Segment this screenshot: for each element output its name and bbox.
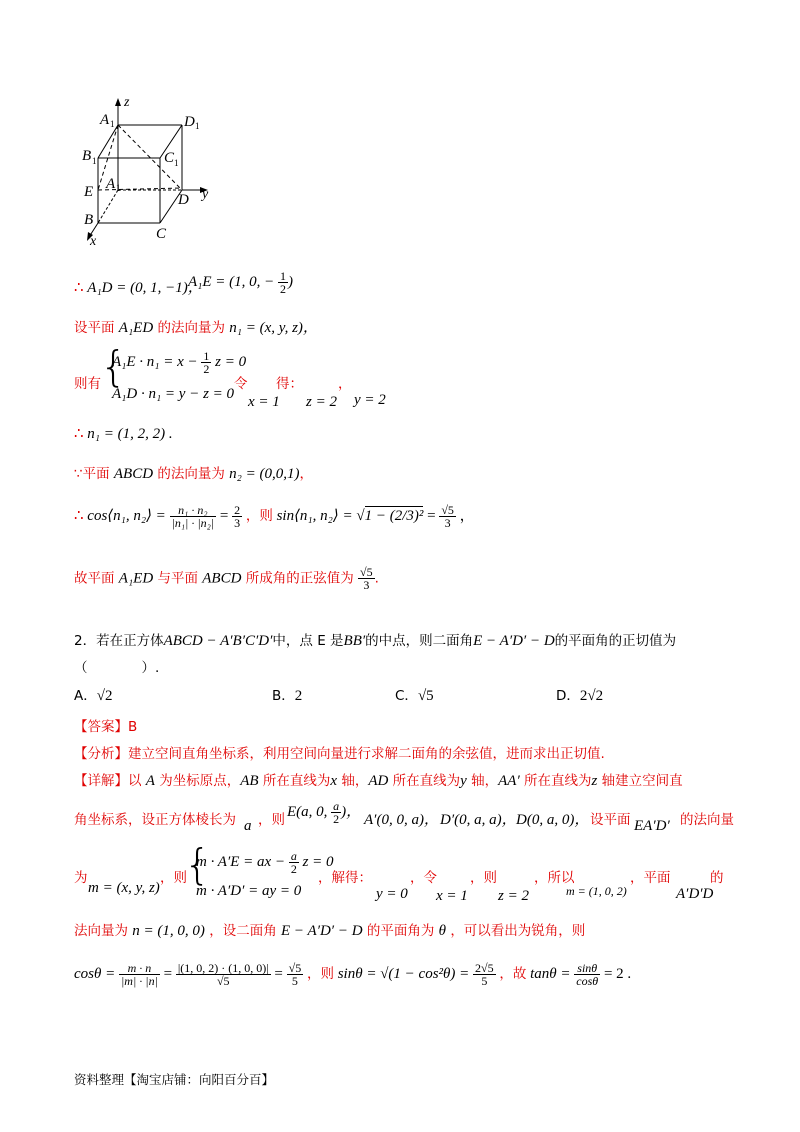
close: )， xyxy=(341,804,362,820)
point-d-prime: D′(0, a, a)， xyxy=(440,812,517,828)
therefore-symbol: ∴ xyxy=(74,280,84,296)
detail-line-2 xyxy=(74,808,236,828)
z-two: z = 2 xyxy=(498,888,529,904)
q2-stem xyxy=(74,629,676,650)
frac-num: √5 xyxy=(360,565,373,579)
sub: 1 xyxy=(174,158,179,168)
vector-m: m = (x, y, z) xyxy=(88,880,160,896)
normal-text: 的法向量 xyxy=(680,812,734,828)
label-d: D xyxy=(178,192,189,208)
vector-n1: n₁ = (x, y, z)， xyxy=(229,320,318,336)
plane-ead: EA′D′ xyxy=(634,818,670,834)
plane-add: A′D′D xyxy=(676,886,714,902)
sub: 1 xyxy=(110,119,115,129)
period: . xyxy=(374,570,379,587)
dihedral-angle: E − A′D′ − D xyxy=(473,633,555,649)
frac-num: 1 xyxy=(280,269,287,283)
frac-den: 5 xyxy=(291,974,298,989)
frac-den: 2 xyxy=(280,282,287,296)
option-a[interactable] xyxy=(74,684,112,705)
m-result: m = (1, 0, 2) xyxy=(566,884,627,898)
option-value: √2 xyxy=(96,688,113,704)
frac-num: sinθ xyxy=(574,962,600,975)
cos-theta: cosθ = xyxy=(74,966,119,982)
frac-num: a xyxy=(290,849,297,863)
option-label: D． xyxy=(556,688,580,704)
sin-value xyxy=(439,504,456,529)
frac-den: 2 xyxy=(333,812,340,827)
frac-den: 3 xyxy=(363,578,370,592)
option-value: √5 xyxy=(417,688,434,704)
label-x: x xyxy=(90,234,97,249)
sqrt-expr: 1 − (2/3)² xyxy=(364,508,424,524)
sin-value xyxy=(473,962,496,987)
frac-den: 5 xyxy=(481,974,488,989)
line-aa: AA′ xyxy=(498,773,520,789)
option-value: 2√2 xyxy=(579,688,604,704)
dihedral-angle: E − A′D′ − D xyxy=(281,923,363,939)
then-text-3: ，则 xyxy=(470,870,497,886)
z-value: z = 2 xyxy=(306,394,337,410)
frac-den: cosθ xyxy=(576,974,599,989)
text: 角坐标系，设正方体棱长为 xyxy=(74,812,236,828)
axis-z: z xyxy=(591,773,598,789)
axis-y: y xyxy=(460,773,467,789)
frac-num: 2 xyxy=(234,503,241,518)
conclusion-line xyxy=(74,566,379,591)
text: 设平面 xyxy=(74,320,115,336)
frac-num: |(1, 0, 2) · (1, 0, 0)| xyxy=(177,961,269,976)
frac-half xyxy=(201,350,211,375)
option-c[interactable] xyxy=(395,684,434,705)
vector-n: n = (1, 0, 0) xyxy=(132,923,205,939)
comma: ， xyxy=(338,376,352,392)
frac-den: 2 xyxy=(203,362,210,376)
normal-vector-line xyxy=(74,316,318,337)
text: 故平面 xyxy=(74,570,115,587)
vector-a1e-text: A₁E = (1, 0, − xyxy=(188,273,275,290)
frac-num: √5 xyxy=(288,961,302,976)
text: 为坐标原点， xyxy=(159,773,241,789)
text: 的平面角的正切值为 xyxy=(554,633,677,649)
plane-abcd: ABCD xyxy=(113,466,154,482)
frac-half xyxy=(278,270,288,295)
footer: 资料整理【淘宝店铺：向阳百分百】 xyxy=(74,1072,275,1087)
plane-a1ed: A₁ED xyxy=(118,320,154,336)
frac-num: 2√5 xyxy=(475,961,494,976)
text: 轴， xyxy=(471,773,499,789)
system-brace-2: { xyxy=(184,840,211,889)
axis-x: x xyxy=(330,773,338,789)
point-e xyxy=(287,800,361,825)
label-c1: C xyxy=(164,150,175,166)
eq1-tail: z = 0 xyxy=(215,353,247,370)
for-text: 为 xyxy=(74,870,88,886)
answer-value: B xyxy=(128,719,138,735)
text: 平面 xyxy=(82,466,110,482)
tan-value: = 2 . xyxy=(603,966,632,982)
plane-abcd: ABCD xyxy=(202,570,242,587)
so-text: ，所以 xyxy=(534,870,575,886)
text: ，设二面角 xyxy=(209,923,277,939)
text: 所在直线为 xyxy=(392,773,461,789)
edge-bb: BB′ xyxy=(343,633,366,649)
eq-tail: z = 0 xyxy=(302,853,334,870)
detail-line-5 xyxy=(74,962,631,987)
y-zero: y = 0 xyxy=(376,886,408,902)
point-e-text: E(a, 0, xyxy=(287,804,332,820)
system-eq1 xyxy=(112,350,246,375)
text: ，可以看出为锐角，则 xyxy=(450,923,586,939)
eq-text: m · A′E = ax − xyxy=(196,853,289,870)
option-value: 2 xyxy=(294,688,303,704)
frac-den: 2 xyxy=(290,862,297,876)
frac-num: a xyxy=(333,799,340,814)
let-text-2: ，令 xyxy=(410,870,437,886)
text: 以 xyxy=(128,773,142,789)
label-a1-mid: A xyxy=(106,176,116,192)
vector-a1d: A₁D = (0, 1, −1)， xyxy=(87,280,203,296)
sub: 1 xyxy=(195,121,200,131)
frac-a-half xyxy=(289,850,299,875)
label-a1-top: A xyxy=(100,112,110,128)
frac-num: √5 xyxy=(441,503,454,518)
label-z: z xyxy=(124,95,130,110)
text: 中，点 E 是 xyxy=(272,633,344,649)
n1-result: n₁ = (1, 2, 2) . xyxy=(87,426,173,442)
analysis-line xyxy=(74,742,605,762)
plane-a1ed: A₁ED xyxy=(118,570,154,587)
eq1-text: A₁E · n₁ = x − xyxy=(112,353,202,370)
system-brace: { xyxy=(100,342,127,391)
label-y: y xyxy=(202,187,209,202)
option-label: C． xyxy=(395,688,418,704)
cos-left: cos⟨n₁, n₂⟩ = xyxy=(87,508,170,524)
frac-den: |m| · |n| xyxy=(121,974,158,989)
cos-line: ∴ cos⟨n₁, n₂⟩ = $\frac{\text{n₁ · n₂}}{\text{|n₁| · |n₂|}}$ = $\frac{2}{3}$ ，则 sin⟨n₁, n₂⟩ = √1 − (2/3)² = $\frac{√5}{3}$ ， xyxy=(74,503,475,531)
then-text-2: ，则 xyxy=(160,870,187,886)
frac-den: 3 xyxy=(234,516,241,531)
text: 的法向量为 xyxy=(157,320,225,336)
frac-den: √5 xyxy=(216,974,230,989)
text: ，故 xyxy=(499,966,527,982)
n1-result-line xyxy=(74,424,173,443)
cos-frac xyxy=(170,504,217,529)
line-ab: AB xyxy=(240,773,259,789)
detail-line-4 xyxy=(74,919,585,940)
x-one: x = 1 xyxy=(436,888,468,904)
system-eq2: A₁D · n₁ = y − z = 0 xyxy=(112,386,235,402)
eq: = xyxy=(163,966,176,982)
because-symbol: ∵ xyxy=(74,466,83,482)
cube-figure xyxy=(78,92,228,252)
option-d[interactable] xyxy=(556,684,603,705)
close-paren: ) xyxy=(288,273,294,290)
system2-eq1 xyxy=(196,850,334,875)
text: 所在直线为 xyxy=(524,773,592,789)
analysis-tag: 【分析】 xyxy=(74,746,128,762)
point-a: A xyxy=(145,773,155,789)
text: 2．若在正方体 xyxy=(74,633,164,649)
sub: 1 xyxy=(116,183,121,193)
frac-num: 1 xyxy=(203,349,210,363)
then-text: ，则 xyxy=(258,812,285,828)
line-ad: AD xyxy=(368,773,389,789)
of-text: 的 xyxy=(710,870,724,886)
option-label: A． xyxy=(74,688,97,704)
text: 轴建立空间直 xyxy=(601,773,683,789)
cos-frac xyxy=(119,962,160,987)
text: 的中点，则二面角 xyxy=(365,633,474,649)
label-d1: D xyxy=(184,114,195,130)
answer-line xyxy=(74,715,137,735)
label-b: B xyxy=(84,212,94,228)
get-text: 得： xyxy=(276,376,303,392)
frac-num: m · n xyxy=(119,962,160,975)
text: 与平面 xyxy=(157,570,198,587)
x-value: x = 1 xyxy=(248,394,280,410)
system2-eq2: m · A′D′ = ay = 0 xyxy=(196,883,302,899)
text: 法向量为 xyxy=(74,923,128,939)
text: 轴， xyxy=(341,773,369,789)
cos-frac-2 xyxy=(176,962,271,987)
frac-den: 3 xyxy=(444,516,451,531)
label-c: C xyxy=(156,226,167,242)
text: 的平面角为 xyxy=(366,923,435,939)
option-b[interactable] xyxy=(272,684,302,705)
system-prefix: 则有 xyxy=(74,376,101,392)
sin-expr: sin⟨n₁, n₂⟩ = xyxy=(276,508,357,524)
y-value: y = 2 xyxy=(354,392,386,408)
option-label: B． xyxy=(272,688,295,704)
therefore-symbol: ∴ xyxy=(74,426,84,442)
sin-theta: sinθ = √(1 − cos²θ) = xyxy=(337,966,474,982)
theta: θ xyxy=(438,923,447,939)
tan-frac xyxy=(574,962,600,987)
sin-answer xyxy=(358,566,375,591)
set-plane-text: 设平面 xyxy=(590,812,631,828)
frac-num: n₁ · n₂ xyxy=(170,504,217,517)
q2-blank: （ ）. xyxy=(74,660,160,676)
vector-a1e xyxy=(188,270,293,295)
label-e: E xyxy=(84,184,94,200)
edge-length-a: a xyxy=(244,818,252,834)
text: 所成角的正弦值为 xyxy=(245,570,354,587)
x-axis-dashed xyxy=(98,190,118,223)
answer-tag: 【答案】 xyxy=(74,719,128,735)
eq: = xyxy=(427,508,440,524)
z-axis-arrow xyxy=(115,98,121,106)
vector-n2: n₂ = (0,0,1) xyxy=(229,466,300,482)
analysis-text: 建立空间直角坐标系，利用空间向量进行求解二面角的余弦值，进而求出正切值. xyxy=(128,746,605,762)
cos-value xyxy=(287,962,304,987)
eq: = xyxy=(219,508,233,524)
therefore-symbol: ∴ xyxy=(74,508,84,524)
frac-a-half xyxy=(331,800,341,825)
label-b1: B xyxy=(82,148,92,164)
text: 的法向量为 xyxy=(157,466,225,482)
therefore-vectors-line xyxy=(74,276,203,297)
plane-text: ，平面 xyxy=(630,870,671,886)
text: 所在直线为 xyxy=(262,773,331,789)
detail-line-1 xyxy=(74,769,683,790)
detail-tag: 【详解】 xyxy=(74,773,128,789)
abcd-normal-line xyxy=(74,462,313,483)
point-a-prime: A′(0, 0, a)， xyxy=(364,812,439,828)
let-text: 令 xyxy=(234,376,248,392)
solve-text: ，解得： xyxy=(318,870,372,886)
text: ， xyxy=(299,466,313,482)
cos-value xyxy=(232,504,242,529)
frac-den: |n₁| · |n₂| xyxy=(171,516,215,531)
comma: ， xyxy=(459,508,475,524)
sub: 1 xyxy=(92,156,97,166)
cube-name: ABCD − A′B′C′D′ xyxy=(163,633,273,649)
eq: = xyxy=(274,966,287,982)
edge-a1-b1 xyxy=(98,125,118,158)
text: ，则 xyxy=(306,966,334,982)
tan-theta: tanθ = xyxy=(530,966,575,982)
text: ，则 xyxy=(245,508,273,524)
point-d: D(0, a, 0)， xyxy=(516,812,590,828)
